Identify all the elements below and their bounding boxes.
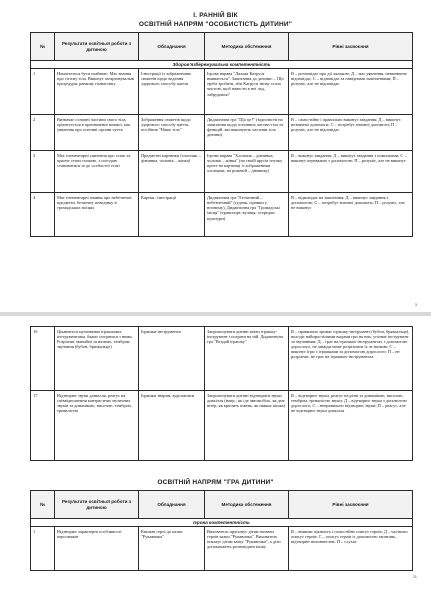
assessment-table-continued: [30, 326, 413, 461]
row-results: Намагається бути охайною. Має знання про гігієну тіла. Виконує загартовувальні процедури, ранкову гімнастику: [55, 69, 139, 115]
row-method: Дидактична гра "Що це?" (відповісти на запитання щодо основних частин тіла та функцій, які виконують частини тіла дитини): [205, 115, 289, 151]
table-row: [31, 527, 413, 571]
row-number: 3: [31, 151, 55, 193]
table-row: [31, 115, 413, 151]
row-results: Цікавиться музичними іграшками-інструментами, бажає погратися з ними. Розрізняє звичайні за назвою, тембром звучання (бубон, брязкальце): [55, 327, 139, 391]
row-method: Запропонувати дитині взяти іграшку-інструмент і пограти на ній. Дидактична гра "Вгадай іграшку": [205, 327, 289, 391]
table-header-row: [31, 33, 413, 61]
game-assessment-table: [30, 490, 413, 571]
row-number: 1: [31, 527, 55, 571]
row-levels: В – відповідає на запитання; Д – виконує завдання з допомогою; С – потребує значної допомоги; П – розуміє, але не виконує: [289, 193, 413, 237]
row-levels: В – розповідає про дії лялькою; Д – має уявлення, невпевнено відповідає; С – відповідає за навідними запитаннями; П – розуміє, але не відповідає: [289, 69, 413, 115]
row-number: 4: [31, 193, 55, 237]
table-header-row: [31, 491, 413, 519]
header-levels: Рівні засвоєння: [289, 491, 413, 519]
row-number: 2: [31, 115, 55, 151]
document-page-2: [0, 316, 431, 600]
table-row: [31, 193, 413, 237]
page-heading: І. РАННІЙ ВІК: [193, 12, 238, 19]
row-results: Має елементарні уявлення про стать та прагне стати схожою, з погодою становитися за до особистої статі: [55, 151, 139, 193]
header-method: Методика обстеження: [205, 491, 289, 519]
header-results: Результати освітньої роботи з дитиною: [55, 33, 139, 61]
row-results: Визначає основні частини свого тіла, орієнтується в призначенні кожної, має уявлення про основні органи чуття: [55, 115, 139, 151]
table-row: [31, 327, 413, 391]
direction-title: ОСВІТНІЙ НАПРЯМ "ОСОБИСТІСТЬ ДИТИНИ": [138, 21, 293, 28]
row-results: Відтворює звуки довкілля, реагує на співвідношення контрастних музичних звуків за динамікою, висотою, тембром, тривалістю: [55, 391, 139, 461]
header-equipment: Обладнання: [139, 33, 205, 61]
header-method: Методика обстеження: [205, 33, 289, 61]
row-equipment: Зображення сюжетів щодо здорового способу життя, посібник "Наше тіло": [139, 115, 205, 151]
row-equipment: Ілюстрації із зображенням сюжетів щодо ведення здорового способу життя: [139, 69, 205, 115]
section-title: Ігрова компетентність: [31, 519, 413, 527]
row-equipment: Предметні картинки (хлопчик – дівчинка, чоловік – жінка): [139, 151, 205, 193]
row-levels: В – відтворює звуки, реагує на різні за динамікою, висотою, тембром, тривалістю звуки; Д – відтворює звуки з допомогою дорослого; С – неправильно відтворює звуки; П – реагує, але не відтворює звуки довкілля: [289, 391, 413, 461]
direction-title-game: ОСВІТНІЙ НАПРЯМ "ГРА ДИТИНИ": [157, 479, 274, 486]
table-row: [31, 69, 413, 115]
page-number: 11: [412, 574, 417, 579]
row-number: 17: [31, 391, 55, 461]
header-num: №: [31, 33, 55, 61]
row-method: Ігрова вправа "Хлопчик – дівчинка, чоловік – жінка" (на своїй ярусів гнучку проте на картинці із зображенням хлопчика, на рожевій – дівчинку): [205, 151, 289, 193]
section-row: [31, 61, 413, 69]
row-equipment: Іграшки-інструменти: [139, 327, 205, 391]
row-number: 1: [31, 69, 55, 115]
page-number: 3: [414, 302, 417, 307]
table-row: [31, 151, 413, 193]
row-equipment: Картки, ілюстрації: [139, 193, 205, 237]
row-method: Запропонувати дитині відтворити звуки довкілля (напр.: як іде автомобіль, як дме вітер, як кричить півень, як нявкає кішка): [205, 391, 289, 461]
header-levels: Рівні засвоєння: [289, 33, 413, 61]
row-levels: В – правильно тримає іграшку-інструмент (бубон, брязкальце), володіє найпростішими видами гри на них, упізнає інструмент за звучанням; Д – грає на іграшках-інструментах з допомогою дорослого, не завжди може розрізнити їх за назвою; С – виконує ігри з іграшками за допомогою дорослого; П – не розрізняє, не грає на іграшках-інструментах: [289, 327, 413, 391]
row-method: Дидактична гра "Безпечний – небезпечний" (ґудзик, сірники у ночному), Дидактична гра "Громадські місця" (транспорт, вулиця, осередки культури): [205, 193, 289, 237]
assessment-table: [30, 32, 413, 237]
row-levels: В – самостійно і правильно виконує завдання; Д – виконує незначної допомоги; С – потребує значної допомоги; П – розуміє, але не відповідає: [289, 115, 413, 151]
row-equipment: Іграшки тварин, аудіозаписи: [139, 391, 205, 461]
header-num: №: [31, 491, 55, 519]
row-levels: В – виконує завдання; Д – виконує завдання з помилками; С – виконує переважно з допомогою; П – розуміє, але не виконує: [289, 151, 413, 193]
row-levels: В – виявляє цікавість і самостійно описує героїв; Д – частково описує героїв; С – описує героїв із допомогою запитань, відтворює вихователем; П – слухає: [289, 527, 413, 571]
header-equipment: Обладнання: [139, 491, 205, 519]
row-results: Має елементарні знання про небезпечні предмети, безпечну поведінку в громадських місцях: [55, 193, 139, 237]
row-equipment: Книжні герої до казки "Рукавичка": [139, 527, 205, 571]
row-number: 16: [31, 327, 55, 391]
section-row: [31, 519, 413, 527]
header-results: Результати освітньої роботи з дитиною: [55, 491, 139, 519]
table-row: [31, 391, 413, 461]
section-title: Здоров'язбережувальна компетентність: [31, 61, 413, 69]
row-results: Відтворює характерні особливості персонажів: [55, 527, 139, 571]
row-method: Вихователь пропонує дітям назвати героїв казки "Рукавичка". Вихователь показує дітям казку "Рукавичка", а діти допомагають розповідати казку: [205, 527, 289, 571]
row-method: Ігрова вправа "Лялька Катруся вмивається". Запитання до дитини: – Що треба зробити, аби Катруся знову стала чистою, щоб навести в неї лад, забрудився?: [205, 69, 289, 115]
